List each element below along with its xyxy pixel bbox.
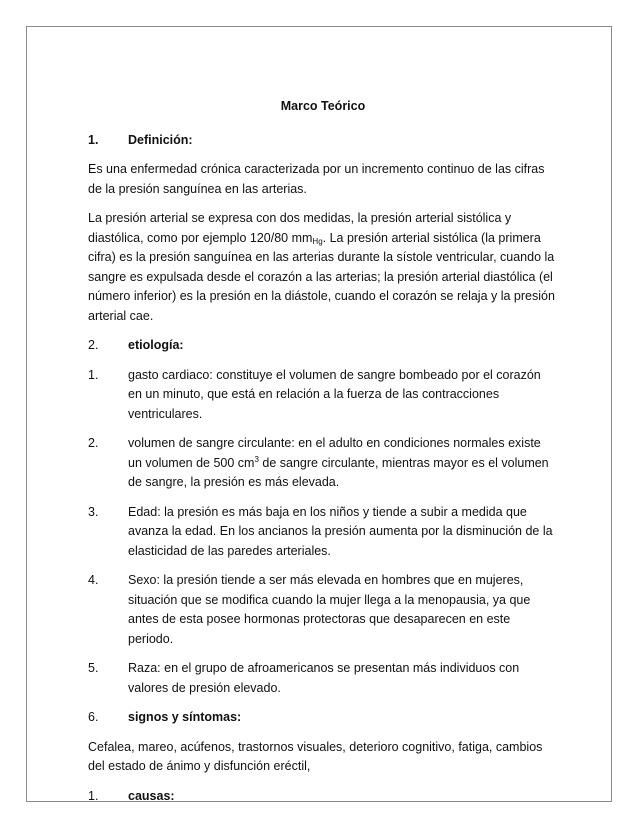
list-number: 5. [88,661,99,675]
section-number: 1. [88,788,99,803]
list-text-part: volumen de sangre circulante: en el adulto en condiciones normales existe un volumen de 500 cm [128,436,541,470]
paragraph-text: . La presión arterial sistólica (la primera cifra) es la presión sanguínea en las arterias durante la sístole ventricular, cuando la sangre es expulsada desde el corazón a las arterias; la presión arterial diastólica (el número inferior) es la presión en la diástole, cuando el corazón se relaja y la presión arterial cae. [88,230,555,323]
list-number: 2. [88,436,99,450]
paragraph-text: La presión arterial se expresa con dos medidas, la presión arterial sistólica y diastólica, como por ejemplo 120/80 mm [88,211,512,245]
list-text: Raza: en el grupo de afroamericanos se presentan más individuos con valores de presión elevado. [128,661,520,695]
section-title: etiología: [128,338,184,352]
list-text: gasto cardiaco: constituye el volumen de sangre bombeado por el corazón en un minuto, que está en relación a la fuerza de las contracciones ventriculares. [128,367,541,421]
section-title: Definición: [128,132,193,147]
section-number: 2. [88,338,99,352]
section-title: causas: [128,788,175,803]
document-page [26,26,612,802]
list-item [88,659,558,698]
list-text: Sexo: la presión tiende a ser más elevada en hombres que en mujeres, situación que se modifica cuando la mujer llega a la menopausia, ya que antes de esta posee hormonas protectoras que desaparecen en este periodo. [128,573,531,646]
list-text [128,434,558,493]
unit-superscript: 3 [254,454,259,464]
page-title: Marco Teórico [280,99,366,113]
document-body [88,97,558,816]
list-number: 3. [88,504,99,519]
section-heading-causas [88,787,558,807]
list-item [88,503,558,562]
paragraph-pressure [88,209,558,326]
section-heading-definicion [88,131,558,151]
list-item [88,366,558,425]
section-number: 6. [88,710,99,724]
paragraph-symptoms: Cefalea, mareo, acúfenos, trastornos visuales, deterioro cognitivo, fatiga, cambios del estado de ánimo y disfunción eréctil, [88,739,543,773]
list-item [88,434,558,493]
paragraph-definition: Es una enfermedad crónica caracterizada por un incremento continuo de las cifras de la presión sanguínea en las arterias. [88,162,545,196]
list-item [88,571,558,649]
section-heading-etiologia [88,336,558,356]
section-heading-signos [88,708,558,728]
list-text: Edad: la presión es más baja en los niños y tiende a subir a medida que avanza la edad. En los ancianos la presión aumenta por la disminución de la elasticidad de las paredes arteriales. [128,504,553,558]
unit-subscript: Hg [312,236,323,246]
list-number: 1. [88,367,99,382]
list-text-part: de sangre circulante, mientras mayor es el volumen de sangre, la presión es más elevada. [128,455,549,489]
section-title: signos y síntomas: [128,710,242,724]
section-number: 1. [88,132,99,147]
list-number: 4. [88,573,99,587]
